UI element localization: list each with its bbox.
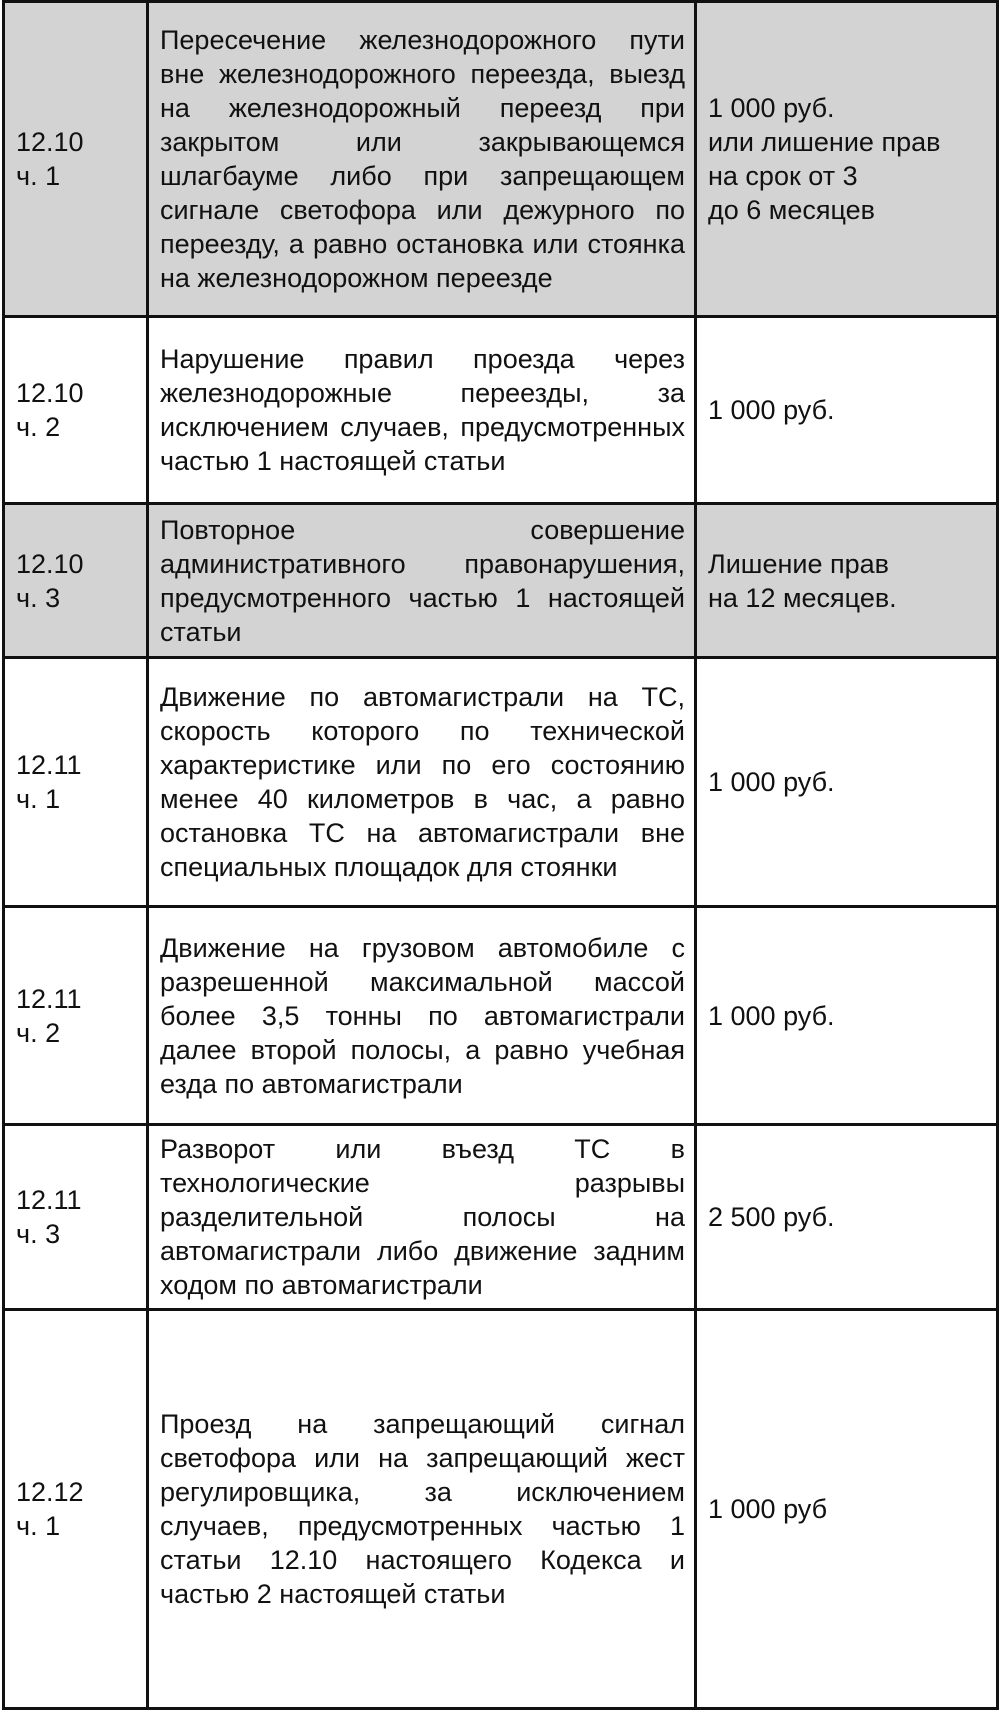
article-part: ч. 2 (16, 1017, 61, 1048)
violation-description: Проезд на запрещающий сигнал светофора или на запрещающий жест регулировщика, за исключением случаев, предусмотренных частью 1 статьи 12.10 настоящего Кодекса и частью 2 настоящей статьи (160, 1409, 685, 1609)
table-row (4, 2, 998, 317)
violation-description: Пересечение железнодорожного пути вне железнодорожного переезда, выезд на железнодорожный переезд при закрытом или закрывающемся шлагбауме либо при запрещающем сигнале светофора или дежурного по переезду, а равно остановка или стоянка на железнодорожном переезде (160, 25, 685, 293)
article-cell (4, 1310, 148, 1709)
violation-description: Движение по автомагистрали на ТС, скорость которого по технической характеристике или по его состоянию менее 40 километров в час, а равно остановка ТС на автомагистрали вне специальных площадок для стоянки (160, 682, 685, 882)
article-part: ч. 1 (16, 161, 61, 191)
violation-description: Разворот или въезд ТС в технологические разрывы разделительной полосы на автомагистрали либо движение задним ходом по автомагистрали (160, 1134, 685, 1300)
violation-description: Нарушение правил проезда через железнодорожные переезды, за исключением случаев, предусмотренных частью 1 настоящей статьи (160, 344, 685, 476)
article-part: ч. 1 (16, 1511, 61, 1541)
penalty-line: 1 000 руб. (708, 395, 835, 425)
penalty-line: до 6 месяцев (708, 195, 876, 225)
article-cell (4, 1125, 148, 1310)
article-number: 12.11 (16, 750, 82, 780)
article-number: 12.10 (16, 378, 84, 408)
penalty-cell (696, 1310, 998, 1709)
violation-description: Повторное совершение административного правонарушения, предусмотренного частью 1 настоящей статьи (160, 514, 685, 647)
penalty-line: на 12 месяцев. (708, 582, 897, 613)
penalty-line: 1 000 руб. (708, 767, 835, 797)
article-part: ч. 1 (16, 784, 61, 814)
article-number: 12.10 (16, 548, 84, 579)
article-part: ч. 3 (16, 1219, 61, 1249)
description-cell (148, 504, 696, 658)
description-cell (148, 317, 696, 504)
violation-description: Движение на грузовом автомобиле с разрешенной максимальной массой более 3,5 тонны по автомагистрали далее второй полосы, а равно учебная езда по автомагистрали (160, 932, 685, 1099)
article-number: 12.11 (16, 983, 82, 1014)
penalty-line: 1 000 руб. (708, 1000, 835, 1031)
table-row (4, 504, 998, 658)
description-cell (148, 2, 696, 317)
penalty-line: 1 000 руб. (708, 93, 835, 123)
penalty-cell (696, 1125, 998, 1310)
description-cell (148, 907, 696, 1125)
article-cell (4, 907, 148, 1125)
article-part: ч. 3 (16, 582, 61, 613)
penalty-cell (696, 658, 998, 907)
article-number: 12.11 (16, 1185, 82, 1215)
article-cell (4, 317, 148, 504)
table-row (4, 658, 998, 907)
table-row (4, 317, 998, 504)
penalty-cell (696, 317, 998, 504)
penalty-cell (696, 907, 998, 1125)
article-part: ч. 2 (16, 412, 61, 442)
article-cell (4, 504, 148, 658)
article-number: 12.10 (16, 127, 84, 157)
penalty-cell (696, 504, 998, 658)
penalty-line: Лишение прав (708, 548, 889, 579)
description-cell (148, 658, 696, 907)
table-row (4, 1125, 998, 1310)
fines-table (2, 0, 999, 1710)
penalty-cell (696, 2, 998, 317)
article-cell (4, 658, 148, 907)
penalty-line: или лишение прав (708, 127, 941, 157)
penalty-line: на срок от 3 (708, 161, 858, 191)
article-cell (4, 2, 148, 317)
penalty-line: 2 500 руб. (708, 1202, 835, 1232)
description-cell (148, 1310, 696, 1709)
table-row (4, 1310, 998, 1709)
description-cell (148, 1125, 696, 1310)
penalty-line: 1 000 руб (708, 1494, 828, 1524)
article-number: 12.12 (16, 1477, 84, 1507)
table-row (4, 907, 998, 1125)
